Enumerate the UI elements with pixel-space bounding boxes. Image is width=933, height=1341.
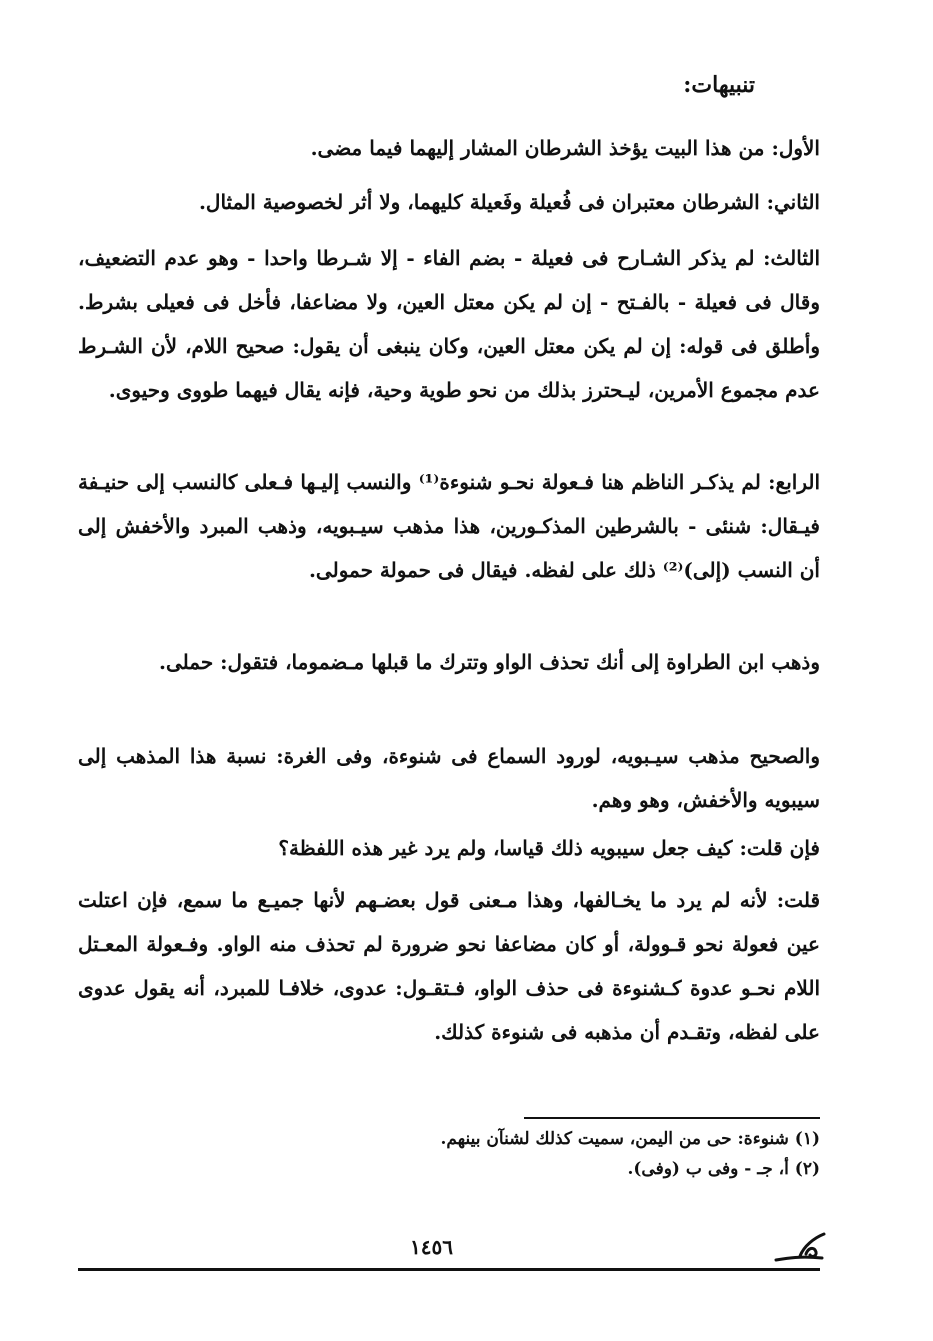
paragraph-label: الأول: <box>771 136 820 160</box>
footnote-divider <box>524 1117 820 1119</box>
footnotes <box>300 1124 820 1194</box>
paragraph-label: الثاني: <box>766 190 820 214</box>
footnote: (١) شنوءة: حى من اليمن، سميت كذلك لشنآن بينهم. <box>440 1129 820 1149</box>
paragraph-text: الشرطان معتبران فى فُعيلة وفَعيلة كليهما، ولا أثر لخصوصية المثال. <box>198 190 760 214</box>
paragraph-question <box>78 826 820 870</box>
paragraph-ibn-tarawa <box>78 640 820 684</box>
paragraph-second <box>78 180 820 224</box>
paragraph-third <box>78 236 820 412</box>
paragraph-text: من هذا البيت يؤخذ الشرطان المشار إليهما فيما مضى. <box>310 136 765 160</box>
paragraph-answer <box>78 878 820 1054</box>
paragraph-label: الثالث: <box>763 246 821 270</box>
paragraph-text: والصحيح مذهب سيـبويه، لورود السماع فى شنوءة، وفى الغرة: نسبة هذا المذهب إلى سيبويه والأخفش، وهو وهم. <box>78 744 820 812</box>
handwritten-mark-icon <box>770 1208 830 1268</box>
page-number: ١٤٥٦ <box>410 1235 453 1259</box>
paragraph-label: الرابع: <box>768 470 821 494</box>
paragraph-text: وذهب ابن الطراوة إلى أنك تحذف الواو وتترك ما قبلها مـضموما، فتقول: حملى. <box>159 650 820 674</box>
paragraph-text: لم يذكـر الناظم هنا فـعولة نحـو شنوءة⁽¹⁾ والنسب إليـها فـعلى كالنسب إلى حنيـفة فيـقال: شنئى - بالشرطين المذكـورين، هذا مذهب سيـبويه، وذهب المبرد والأخفش إلى أن النسب (إلى)⁽²⁾ ذلك على لفظه. فيقال فى حمولة حمولى. <box>78 470 820 582</box>
bottom-rule <box>78 1268 820 1271</box>
footnote: (٢) أ، جـ - وفى ب (وفى). <box>627 1159 820 1179</box>
paragraph-text: لم يذكر الشـارح فى فعيلة - بضم الفاء - إلا شـرطا واحدا - وهو عدم التضعيف، وقال فى فعيلة - بالفـتح - إن لم يكن معتل العين، ولا مضاعفا، فأخل فى فعيلى بشرط. وأطلق فى قوله: إن لم يكن معتل العين، وكان ينبغى أن يقول: صحيح اللام، لأن الشـرط عدم مجموع الأمرين، ليـحترز بذلك من نحو طوية وحية، فإنه يقال فيهما طووى وحيوى. <box>78 246 820 402</box>
paragraph-first <box>78 126 820 170</box>
paragraph-text: لأنه لم يرد ما يخـالفها، وهذا مـعنى قول بعضـهم لأنها جميـع ما سمع، فإن اعتلت عين فعولة نحو قـوولة، أو كان مضاعفا نحو ضرورة لم تحذف منه الواو. وفـعولة المعـتل اللام نحـو عدوة كـشنوءة فى حذف الواو، فـتقـول: عدوى، خلافـا للمبرد، أنه يقول عدوى على لفظه، وتقـدم أن مذهبه فى شنوءة كذلك. <box>78 888 821 1044</box>
paragraph-correct-view <box>78 734 820 822</box>
paragraph-label: فإن قلت: <box>739 836 820 860</box>
paragraph-label: قلت: <box>776 888 820 912</box>
paragraph-text: كيف جعل سيبويه ذلك قياسا، ولم يرد غير هذه اللفظة؟ <box>278 836 733 860</box>
paragraph-fourth <box>78 460 820 592</box>
section-heading: تنبيهات: <box>683 72 755 98</box>
